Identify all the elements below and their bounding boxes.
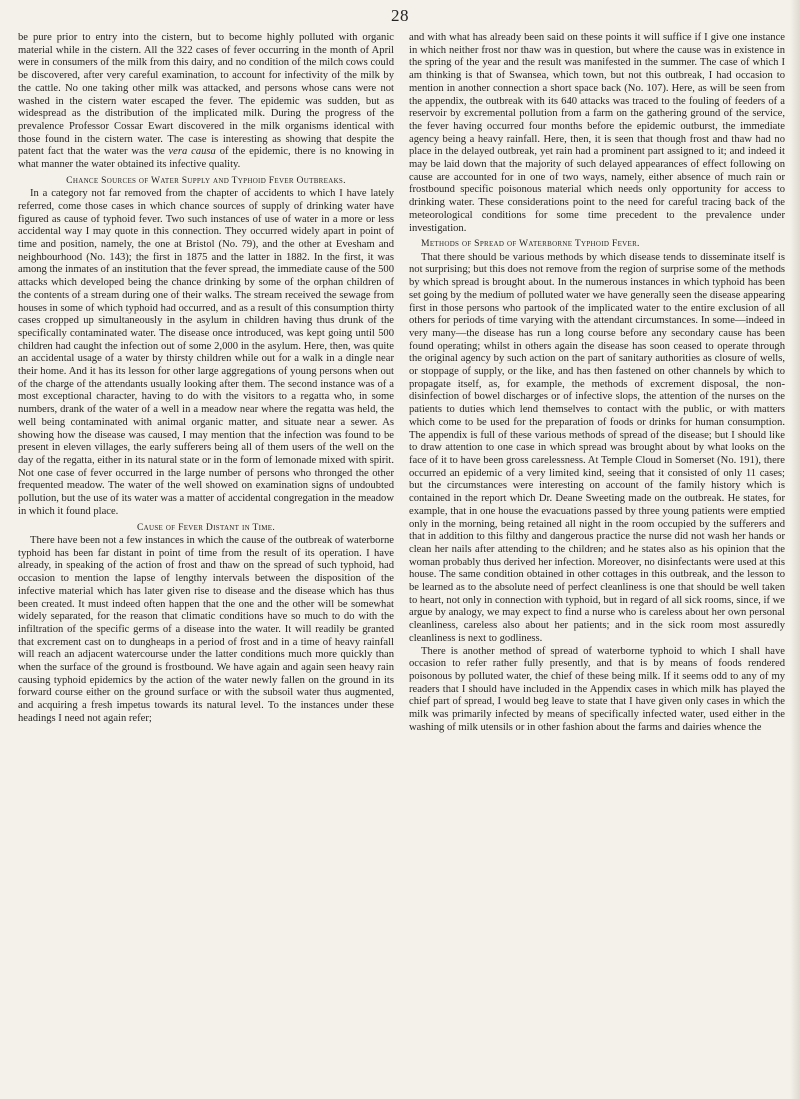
page-edge-shadow bbox=[790, 0, 800, 1099]
section-heading-chance-sources: Chance Sources of Water Supply and Typhoid Fever Outbreaks. bbox=[66, 174, 346, 186]
right-paragraph-2: That there should be various methods by which disease tends to disseminate itself is not surprising; but this does not remove from the region of surprise some of the methods by which spread is brought about. In the numerous instances in which typhoid has been set going by the medium of polluted water we have generally seen the disease appearing first in those persons who partook of the implicated water to the entire exclusion of all others for periods of time varying with the attendant circumstances. In some—indeed in very many—the disease has run a long course before any secondary cause has been found operating; whilst in others again the disease has soon ceased to operate through the original agency by such action on the part of sanitary authorities as closure of wells, or stoppage of supply, or the like, and has then fastened on other channels by which to propagate itself, as, for example, the methods of excrement disposal, the non-disinfection of bowel discharges or of infective slops, the attention of the nurses on the patients to duties which lend themselves to contact with the public, or with matters which come to be used for the preparation of foods or drinks for human consumption. The appendix is full of these various methods of spread of the disease; but I should like to draw attention to one case in which spread was brought about by what looks on the face of it to have been gross carelessness. At Temple Cloud in Somerset (No. 191), there occurred an epidemic of a very limited kind, seeing that it consisted of only 11 cases; but the circumstances were interesting on account of the family history which is contained in the report which Dr. Deane Sweeting made on the outbreak. He states, for example, that in one house the evacuations passed by three young patients were emptied only in the morning, being retained all night in the room occupied by the sufferers and that in addition to this filthy and dangerous practice the nurse did not wash her hands or clean her nails after attending to the children; and he states also as his opinion that the woman probably thus derived her infection. Moreover, no disinfectants were used at this house. The same condition obtained in other cottages in this outbreak, and the lesson to be learned as to the absolute need of perfect cleanliness is one that should be well taken to heart, not only in connection with typhoid, but in regard of all sick rooms, since, if we argue by analogy, we may expect to find a nurse who is careless about her own personal cleanliness, careless also about her patients; and in the sick room most assuredly cleanliness is next to godliness. bbox=[409, 251, 785, 644]
right-paragraph-3: There is another method of spread of waterborne typhoid to which I shall have occasion to refer rather fully presently, and that is by means of foods rendered poisonous by polluted water, the chief of these being milk. If it seems odd to any of my readers that I should have included in the Appendix cases in which milk has played the chief part of spread, I would beg leave to state that I have given only cases in which the milk was primarily infected by means of specifically infected water, used either in the washing of milk utensils or in other fashion about the farms and dairies whence the bbox=[409, 645, 785, 733]
left-paragraph-2: In a category not far removed from the chapter of accidents to which I have lately referred, come those cases in which chance sources of supply of drinking water have figured as cause of typhoid fever. Two such instances of use of water in a more or less accidental way I may quote in this connection. They occurred widely apart in point of time and position, namely, the one at Bristol (No. 79), and the other at Evesham and neighbourhood (No. 143); the first in 1875 and the latter in 1882. In the first, it was among the inmates of an institution that the fever spread, the immediate cause of the 500 attacks which developed being the chance drinking by some of the orphan children of the contents of a stream during one of their walks. The stream received the sewage from houses in some of which typhoid had occurred, and as a result of this consumption thirty cases cropped up simultaneously in the asylum in children having thus drunk of the specifically contaminated water. The disease once introduced, was kept going until 500 children had caught the infection out of some 2,000 in the asylum. Here, then, was quite an accidental usage of a water by thirsty children while out for a walk in a dingle near their home. And it has its lesson for other large aggregations of young persons when out of the charge of the attendants usually looking after them. The second instance was of a most exceptional character, having to do with the visitors to a regatta who, in some numbers, drank of the water of a well in a meadow near where the regatta was held, the well being contaminated with animal organic matter, and situate near a sewer. As showing how the disease was caused, I may mention that the infection was found to be present in eleven villages, the early sufferers being all of them users of the well on the day of the regatta, either in its natural state or in the form of lemonade mixed with spirit. Not one case of fever occurred in the large number of persons who thronged the other frequented meadow. The water of the well showed on examination signs of undoubted pollution, but the use of its water was a matter of accidental congregation in the meadow in which it found place. bbox=[18, 188, 394, 517]
section-heading-cause-distant: Cause of Fever Distant in Time. bbox=[136, 521, 276, 533]
italic-phrase: vera causa bbox=[168, 146, 216, 158]
right-column bbox=[409, 32, 785, 1092]
paragraph-text: be pure prior to entry into the cistern, but to become highly polluted with organic material while in the cistern. All the 322 cases of fever occurring in the month of April were in consumers of the milk from this dairy, and no condition of the milch cows could be discovered, after very careful examination, to account for infectivity of the milk by the cattle. No one taking other milk was attacked, and persons whose cans were not washed in the cistern water escaped the fever. The epidemic was sudden, but as widespread as the distribution of the implicated milk. During the progress of the prevalence Professor Cossar Ewart discovered in the milk organisms identical with those found in the cistern water. The case is interesting as showing that despite the patent fact that the water was the bbox=[18, 32, 394, 158]
right-paragraph-1: and with what has already been said on these points it will suffice if I give one instance in which neither frost nor thaw was in question, but where the cause was in existence in the spring of the year and the result was manifested in the summer. The case of which I am thinking is that of Swansea, which town, but not this outbreak, I had occasion to mention in another connection a short space back (No. 107). Here, as will be seen from the appendix, the outbreak with its 640 attacks was traced to the fouling of feeders of a reservoir by excremental pollution from a farm on the gathering ground of the service, the fever having occurred four months before the epidemic outburst, the immediate agency being a heavy rainfall. Here, then, it is seen that though frost and thaw had no place in the delayed outbreak, yet rain had a prominent part assigned to it; and indeed it may be laid down that the majority of such delayed appearances of effect following on cause are accounted for in one of two ways, namely, either absence of much rain or frostbound specific poisonous material which needs only opportunity for access to drinking water. These considerations point to the need for careful tracing back of the meteorological conditions for some time precedent to the prevalence under investigation. bbox=[409, 32, 785, 234]
page-number: 28 bbox=[391, 6, 409, 25]
left-paragraph-3: There have been not a few instances in which the cause of the outbreak of waterborne typhoid has been far distant in point of time from the result of its operation. I have already, in speaking of the action of frost and thaw on the spread of such typhoid, had occasion to mention the lapse of lengthy intervals between the disposition of the infective material which has later given rise to disease and the disease which has thus been created. It must indeed often happen that the one and the other will be somewhat widely separated, for the reason that climatic conditions have so much to do with the infiltration of the specific germs of a disease into the water. It will readily be granted that excrement cast on to dungheaps in a period of frost and in a time of heavy rainfall will reach an adjacent watercourse under the latter conditions much more quickly than when the surface of the ground is frostbound. We have again and again seen heavy rain causing typhoid epidemics by the action of the water newly fallen on the ground in its forward course either on the ground surface or with the subsoil water thus augmented, and acquiring a fresh impetus towards its natural level. To the instances under these headings I need not again refer; bbox=[18, 535, 394, 724]
left-paragraph-1 bbox=[18, 32, 394, 172]
text-columns bbox=[18, 32, 785, 1092]
paragraph-text: of the epidemic, there is no knowing in what manner the water obtained its infective quality. bbox=[18, 146, 394, 171]
section-heading-methods-spread: Methods of Spread of Waterborne Typhoid Fever. bbox=[421, 238, 640, 250]
left-column bbox=[18, 32, 394, 1092]
